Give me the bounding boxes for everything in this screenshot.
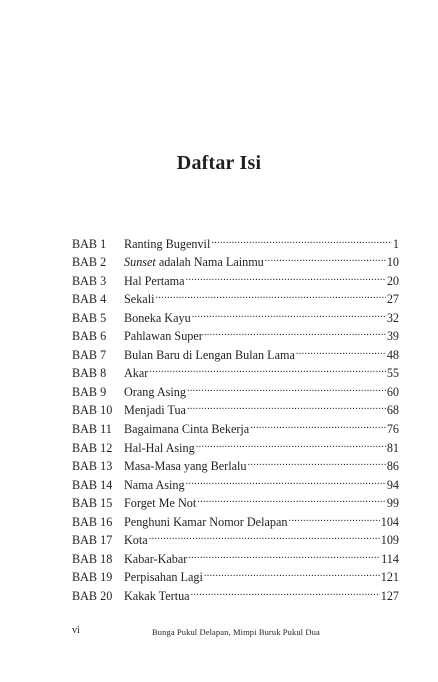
chapter-title-text: Akar [124, 366, 149, 381]
chapter-number: BAB 14 [72, 477, 113, 492]
chapter-number: BAB 6 [72, 329, 107, 344]
chapter-number: BAB 11 [72, 422, 112, 437]
chapter-number: BAB 9 [72, 384, 107, 399]
chapter-title [124, 401, 186, 420]
chapter-title [124, 494, 196, 513]
page-number: 94 [386, 477, 399, 492]
running-head: Bunga Pukul Delapan, Mimpi Buruk Pukul Dua [152, 627, 320, 637]
page-number: 55 [386, 366, 399, 381]
dot-leader [149, 359, 385, 378]
dot-leader [191, 581, 380, 600]
chapter-title [124, 383, 186, 402]
chapter-title-text: Penghuni Kamar Nomor Delapan [124, 514, 288, 529]
chapter-title-text: Orang Asing [124, 384, 186, 399]
chapter-title-text: Sekali [124, 292, 155, 307]
page-number: 104 [380, 514, 399, 529]
chapter-title [124, 327, 203, 346]
chapter-title [124, 550, 187, 569]
page-number: 10 [386, 255, 399, 270]
chapter-number: BAB 5 [72, 310, 107, 325]
dot-leader [192, 303, 386, 322]
page-number: 109 [380, 533, 399, 548]
chapter-title-text: Nama Asing [124, 477, 185, 492]
dot-leader [250, 414, 386, 433]
dot-leader [155, 285, 385, 304]
chapter-number: BAB 1 [72, 236, 107, 251]
page-number: 48 [386, 347, 399, 362]
chapter-number: BAB 8 [72, 366, 107, 381]
page-number: 81 [386, 440, 399, 455]
dot-leader [204, 322, 386, 341]
chapter-title [124, 476, 185, 495]
page-number: 76 [386, 422, 399, 437]
dot-leader [196, 433, 386, 452]
chapter-number: BAB 16 [72, 514, 113, 529]
chapter-title-text: Kota [124, 533, 148, 548]
page-number: 60 [386, 384, 399, 399]
dot-leader [197, 489, 386, 508]
chapter-title-text: Hal-Hal Asing [124, 440, 195, 455]
chapter-number: BAB 15 [72, 496, 113, 511]
dot-leader [204, 563, 380, 582]
page-number: 27 [386, 292, 399, 307]
dot-leader [186, 470, 386, 489]
dot-leader [211, 229, 392, 248]
chapter-title-text: Ranting Bugenvil [124, 236, 211, 251]
page-number: 86 [386, 459, 399, 474]
toc-entry [72, 229, 399, 251]
chapter-number: BAB 7 [72, 347, 107, 362]
chapter-title-text: Kakak Tertua [124, 588, 190, 603]
chapter-title [124, 235, 210, 254]
chapter-number: BAB 4 [72, 292, 107, 307]
chapter-title [124, 531, 148, 550]
page-number: 127 [380, 588, 399, 603]
chapter-title-text: Pahlawan Super [124, 329, 203, 344]
chapter-title [124, 290, 154, 309]
page-number: 1 [392, 236, 399, 251]
chapter-title-text: Masa-Masa yang Berlalu [124, 459, 247, 474]
chapter-title-text: Perpisahan Lagi [124, 570, 203, 585]
dot-leader [187, 396, 386, 415]
chapter-number: BAB 20 [72, 588, 113, 603]
chapter-title [124, 309, 191, 328]
chapter-number: BAB 2 [72, 255, 107, 270]
chapter-title [124, 439, 195, 458]
chapter-title-text: Menjadi Tua [124, 403, 186, 418]
page-number: 20 [386, 273, 399, 288]
table-of-contents [72, 229, 399, 603]
chapter-title-text: adalah Nama Lainmu [155, 255, 264, 270]
chapter-title [124, 364, 148, 383]
page-number: 114 [381, 551, 399, 566]
page-title: Daftar Isi [176, 152, 262, 175]
page-number: 121 [380, 570, 399, 585]
chapter-title-text: Hal Pertama [124, 273, 185, 288]
chapter-number: BAB 10 [72, 403, 113, 418]
dot-leader [288, 507, 379, 526]
dot-leader [186, 266, 386, 285]
chapter-number: BAB 19 [72, 570, 113, 585]
dot-leader [296, 340, 386, 359]
dot-leader [149, 526, 380, 545]
chapter-title-italic: Sunset [124, 255, 156, 270]
page-number: 32 [386, 310, 399, 325]
chapter-title [124, 587, 190, 606]
chapter-title-text: Bagaimana Cinta Bekerja [124, 422, 250, 437]
chapter-title-text: Forget Me Not [124, 496, 197, 511]
page-number: 39 [386, 329, 399, 344]
chapter-number: BAB 3 [72, 273, 107, 288]
page-number: 99 [386, 496, 399, 511]
dot-leader [265, 248, 386, 267]
chapter-title-text: Boneka Kayu [124, 310, 191, 325]
dot-leader [188, 544, 380, 563]
dot-leader [248, 452, 386, 471]
chapter-number: BAB 17 [72, 533, 113, 548]
chapter-title-text: Bulan Baru di Lengan Bulan Lama [124, 347, 295, 362]
page-number: 68 [386, 403, 399, 418]
chapter-number: BAB 18 [72, 551, 113, 566]
page-folio: vi [72, 625, 80, 636]
chapter-number: BAB 12 [72, 440, 113, 455]
dot-leader [187, 377, 386, 396]
chapter-title-text: Kabar-Kabar [124, 551, 188, 566]
chapter-number: BAB 13 [72, 459, 113, 474]
